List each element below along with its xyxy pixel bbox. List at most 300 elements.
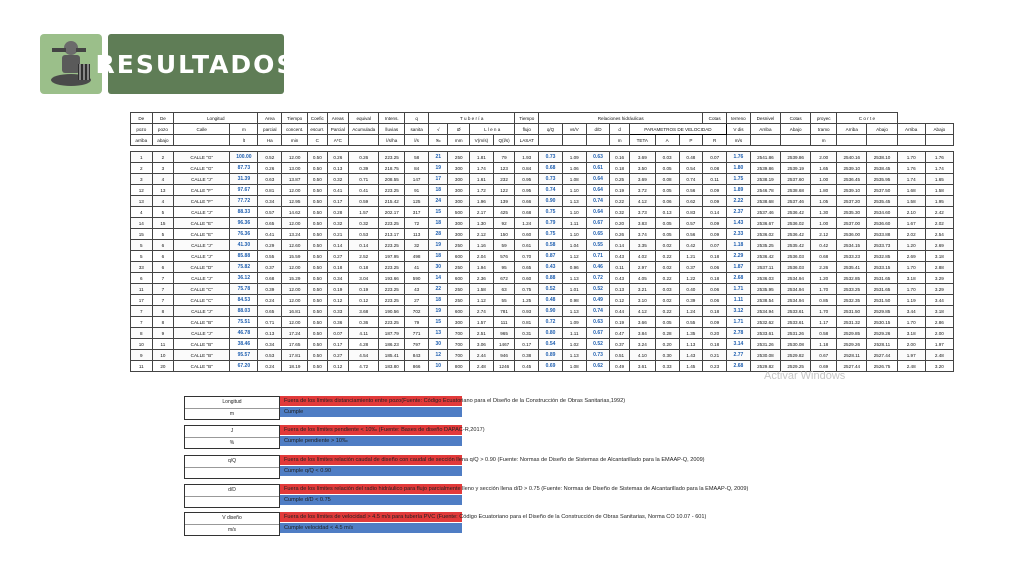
table-cell: 76.36 bbox=[230, 229, 258, 240]
table-cell: 0.50 bbox=[308, 361, 327, 372]
table-cell: 0.33 bbox=[655, 361, 679, 372]
results-table bbox=[130, 112, 954, 372]
table-cell: 300 bbox=[448, 185, 470, 196]
table-cell: 75.78 bbox=[230, 284, 258, 295]
table-cell: 2539.10 bbox=[837, 163, 867, 174]
table-cell: 1.57 bbox=[349, 207, 379, 218]
header-cell: proyec bbox=[811, 113, 837, 124]
table-cell: 0.26 bbox=[258, 163, 282, 174]
header-cell: Tiempo bbox=[282, 113, 308, 124]
table-cell: 95 bbox=[493, 262, 515, 273]
table-cell: 1.72 bbox=[470, 185, 494, 196]
table-cell: 208.55 bbox=[379, 174, 405, 185]
table-cell: 3.04 bbox=[349, 273, 379, 284]
table-cell: 500 bbox=[448, 207, 470, 218]
header-cell: arriba bbox=[131, 135, 153, 146]
table-cell: 1.21 bbox=[679, 251, 703, 262]
header-cell bbox=[539, 135, 563, 146]
legend-key-label: J bbox=[230, 428, 234, 434]
table-cell: 14.62 bbox=[282, 207, 308, 218]
table-cell: 28 bbox=[429, 229, 448, 240]
table-cell: 2534.60 bbox=[867, 207, 897, 218]
table-cell: 0.16 bbox=[610, 152, 629, 163]
table-cell: 2.00 bbox=[897, 339, 925, 350]
header-cell: Parcial bbox=[327, 124, 349, 135]
table-cell: 2535.95 bbox=[750, 284, 780, 295]
table-cell: 2.77 bbox=[727, 350, 751, 361]
table-cell: 0.02 bbox=[655, 240, 679, 251]
table-cell: 2530.08 bbox=[750, 350, 780, 361]
table-cell: 2535.41 bbox=[837, 262, 867, 273]
legend-key-label: V diseño bbox=[222, 515, 242, 521]
header-cell: Desnivel bbox=[750, 113, 780, 124]
header-cell: q/Q bbox=[539, 124, 563, 135]
table-cell: 17 bbox=[429, 174, 448, 185]
table-cell: 0.50 bbox=[308, 284, 327, 295]
header-cell: Longitud bbox=[174, 113, 258, 124]
table-cell: 0.20 bbox=[610, 218, 629, 229]
page-title: RESULTADOS bbox=[95, 49, 297, 79]
header-cell bbox=[349, 135, 379, 146]
header-cell bbox=[586, 135, 610, 146]
table-cell: 0.05 bbox=[655, 218, 679, 229]
table-cell: 0.80 bbox=[539, 328, 563, 339]
table-cell: 0.74 bbox=[539, 185, 563, 196]
table-cell: 3.18 bbox=[897, 273, 925, 284]
table-cell: 0.31 bbox=[515, 328, 539, 339]
table-cell: 1.70 bbox=[811, 306, 837, 317]
table-cell: 2.02 bbox=[897, 229, 925, 240]
table-cell: 1.93 bbox=[515, 152, 539, 163]
header-cell: Abajo bbox=[925, 124, 953, 135]
table-cell: 111 bbox=[493, 317, 515, 328]
table-cell: CALLE "J" bbox=[174, 174, 230, 185]
table-cell: 0.07 bbox=[703, 152, 727, 163]
header-row-2 bbox=[131, 124, 954, 135]
header-cell: TETA bbox=[629, 135, 655, 146]
table-cell: 1.58 bbox=[925, 185, 953, 196]
table-cell: 215.42 bbox=[379, 196, 405, 207]
table-cell: 0.33 bbox=[327, 306, 349, 317]
table-row bbox=[131, 328, 954, 339]
table-cell: 0.54 bbox=[539, 339, 563, 350]
header-cell: vs/V bbox=[562, 124, 586, 135]
table-cell: 0.68 bbox=[515, 207, 539, 218]
header-cell: C bbox=[308, 135, 327, 146]
table-cell: 0.48 bbox=[679, 152, 703, 163]
legend-key-unit: m bbox=[185, 408, 279, 420]
table-cell: 1.67 bbox=[897, 218, 925, 229]
table-cell: 0.50 bbox=[308, 229, 327, 240]
table-cell: 2.00 bbox=[925, 328, 953, 339]
table-cell: 9 bbox=[131, 350, 153, 361]
table-cell: 0.20 bbox=[655, 339, 679, 350]
table-cell: 3.21 bbox=[629, 284, 655, 295]
table-cell: CALLE "J" bbox=[174, 306, 230, 317]
legend-item bbox=[184, 484, 924, 508]
table-cell: 2.12 bbox=[811, 229, 837, 240]
table-cell: 96.36 bbox=[230, 218, 258, 229]
table-cell: 2.48 bbox=[897, 361, 925, 372]
header-cell: V dis bbox=[727, 124, 751, 135]
table-cell: 2537.50 bbox=[867, 185, 897, 196]
table-cell: 0.62 bbox=[586, 361, 610, 372]
table-cell: 2537.20 bbox=[837, 196, 867, 207]
table-cell: 3.14 bbox=[727, 339, 751, 350]
table-cell: 1.00 bbox=[811, 174, 837, 185]
table-cell: 19 bbox=[429, 163, 448, 174]
table-cell: 30 bbox=[429, 262, 448, 273]
table-cell: 866 bbox=[405, 361, 429, 372]
table-cell: 2.17 bbox=[470, 207, 494, 218]
table-cell: 2 bbox=[131, 163, 153, 174]
table-cell: 0.69 bbox=[539, 361, 563, 372]
table-cell: 700 bbox=[448, 328, 470, 339]
table-cell: 0.52 bbox=[258, 152, 282, 163]
table-cell: 2533.25 bbox=[837, 284, 867, 295]
table-cell: 590 bbox=[405, 273, 429, 284]
table-cell: 843 bbox=[405, 350, 429, 361]
table-cell: 0.53 bbox=[258, 350, 282, 361]
table-cell: 13 bbox=[429, 328, 448, 339]
table-cell: 2.88 bbox=[925, 262, 953, 273]
header-cell: abajo bbox=[152, 135, 174, 146]
table-cell: 0.32 bbox=[349, 218, 379, 229]
table-cell: 0.51 bbox=[610, 350, 629, 361]
table-cell: 15.59 bbox=[282, 251, 308, 262]
header-cell: min bbox=[282, 135, 308, 146]
table-cell: 12.95 bbox=[282, 196, 308, 207]
table-cell: 13.87 bbox=[282, 174, 308, 185]
header-cell: Relaciones hidráulicas bbox=[539, 113, 703, 124]
header-cell: Ø bbox=[448, 124, 470, 135]
table-cell: CALLE "B" bbox=[174, 350, 230, 361]
table-cell: 32 bbox=[405, 240, 429, 251]
table-cell: 0.60 bbox=[515, 273, 539, 284]
table-cell: 31.39 bbox=[230, 174, 258, 185]
table-cell: CALLE "F" bbox=[174, 196, 230, 207]
table-cell: 5 bbox=[152, 229, 174, 240]
table-cell: 0.14 bbox=[610, 240, 629, 251]
table-cell: 0.65 bbox=[258, 306, 282, 317]
table-cell: 0.13 bbox=[655, 207, 679, 218]
table-cell: 0.63 bbox=[258, 174, 282, 185]
table-cell: 0.30 bbox=[655, 350, 679, 361]
table-cell: 0.11 bbox=[610, 262, 629, 273]
table-cell: 0.22 bbox=[655, 273, 679, 284]
table-cell: 300 bbox=[448, 163, 470, 174]
table-cell: 1.71 bbox=[727, 284, 751, 295]
table-cell: 0.93 bbox=[515, 306, 539, 317]
table-cell: 14 bbox=[429, 273, 448, 284]
table-cell: 3.44 bbox=[925, 295, 953, 306]
table-cell: 2539.86 bbox=[781, 152, 811, 163]
table-cell: 2540.16 bbox=[837, 152, 867, 163]
table-cell: 3.72 bbox=[629, 185, 655, 196]
table-cell: 12.00 bbox=[282, 185, 308, 196]
table-cell: 2531.32 bbox=[837, 317, 867, 328]
legend-fail-text: Fuera de los límites relación caudal de diseño con caudal de sección llena q/Q > 0.90 (Fuente: Normas de Diseño de Sistemas de Alcantarillado para la EMAAP-Q, 2009) bbox=[284, 457, 705, 463]
table-cell: 1.80 bbox=[811, 185, 837, 196]
table-cell: 1.65 bbox=[925, 174, 953, 185]
table-cell: 2529.82 bbox=[750, 361, 780, 372]
table-cell: 0.65 bbox=[515, 262, 539, 273]
table-cell: CALLE "B" bbox=[174, 361, 230, 372]
header-cell: Arriba bbox=[837, 124, 867, 135]
table-cell: 1.18 bbox=[727, 240, 751, 251]
header-cell: lt bbox=[230, 135, 258, 146]
table-cell: 3.35 bbox=[629, 240, 655, 251]
table-cell: 0.12 bbox=[327, 295, 349, 306]
table-cell: 1.08 bbox=[562, 174, 586, 185]
table-cell: 2529.82 bbox=[781, 350, 811, 361]
header-cell: d bbox=[610, 124, 629, 135]
table-cell: 0.61 bbox=[515, 240, 539, 251]
table-cell: 1.10 bbox=[562, 207, 586, 218]
table-cell: 2531.26 bbox=[750, 339, 780, 350]
table-cell: 5 bbox=[131, 240, 153, 251]
table-cell: 2535.25 bbox=[750, 240, 780, 251]
table-cell: 2538.10 bbox=[867, 152, 897, 163]
table-cell: 1.00 bbox=[811, 218, 837, 229]
table-cell: 0.41 bbox=[327, 185, 349, 196]
table-cell: 2.37 bbox=[727, 207, 751, 218]
table-cell: 1.22 bbox=[679, 273, 703, 284]
table-cell: 0.70 bbox=[515, 251, 539, 262]
table-cell: 0.98 bbox=[562, 295, 586, 306]
legend-pass-text: Cumple bbox=[284, 409, 304, 415]
table-cell: 2538.54 bbox=[750, 295, 780, 306]
table-cell: 4.72 bbox=[349, 361, 379, 372]
table-cell: 0.58 bbox=[811, 328, 837, 339]
legend-item bbox=[184, 455, 924, 479]
table-cell: 2533.73 bbox=[867, 240, 897, 251]
table-row bbox=[131, 295, 954, 306]
table-cell: 13 bbox=[152, 185, 174, 196]
table-cell: 1.13 bbox=[562, 196, 586, 207]
header-cell bbox=[925, 135, 953, 146]
legend-key-label: q/Q bbox=[227, 458, 237, 464]
table-cell: 13.24 bbox=[282, 229, 308, 240]
table-cell: 0.12 bbox=[327, 361, 349, 372]
table-cell: CALLE "G" bbox=[174, 163, 230, 174]
table-cell: 223.25 bbox=[379, 218, 405, 229]
table-cell: 18.19 bbox=[282, 361, 308, 372]
table-cell: 2.69 bbox=[925, 240, 953, 251]
table-cell: 2534.94 bbox=[750, 306, 780, 317]
table-cell: CALLE "J" bbox=[174, 207, 230, 218]
table-cell: 4.28 bbox=[349, 339, 379, 350]
table-cell: 0.18 bbox=[703, 251, 727, 262]
table-cell: 0.57 bbox=[258, 207, 282, 218]
table-cell: 3.74 bbox=[629, 229, 655, 240]
table-row bbox=[131, 339, 954, 350]
table-cell: 2.10 bbox=[897, 207, 925, 218]
table-cell: 232 bbox=[493, 174, 515, 185]
table-cell: 2536.02 bbox=[750, 229, 780, 240]
table-cell: 0.50 bbox=[308, 218, 327, 229]
table-cell: CALLE "B" bbox=[174, 339, 230, 350]
table-cell: 2546.78 bbox=[750, 185, 780, 196]
table-cell: 3.73 bbox=[629, 207, 655, 218]
table-cell: 2533.61 bbox=[750, 328, 780, 339]
header-cell: m/s bbox=[727, 135, 751, 146]
table-cell: 1.70 bbox=[897, 262, 925, 273]
table-cell: 11 bbox=[131, 284, 153, 295]
table-cell: 0.50 bbox=[308, 339, 327, 350]
table-cell: 0.56 bbox=[679, 229, 703, 240]
table-cell: 4.02 bbox=[629, 251, 655, 262]
table-cell: 0.19 bbox=[610, 185, 629, 196]
table-cell: 2.54 bbox=[925, 229, 953, 240]
table-cell: 250 bbox=[448, 152, 470, 163]
table-cell: 1.01 bbox=[562, 284, 586, 295]
table-row bbox=[131, 185, 954, 196]
legend-item bbox=[184, 425, 924, 449]
table-cell: 0.40 bbox=[679, 284, 703, 295]
table-cell: 600 bbox=[448, 306, 470, 317]
table-cell: 2527.44 bbox=[837, 361, 867, 372]
table-cell: 3.29 bbox=[925, 284, 953, 295]
table-cell: 2536.45 bbox=[837, 174, 867, 185]
header-cell: Ha bbox=[258, 135, 282, 146]
table-cell: 0.07 bbox=[327, 328, 349, 339]
table-cell: 600 bbox=[448, 273, 470, 284]
table-cell: 0.23 bbox=[703, 361, 727, 372]
table-cell: 0.53 bbox=[349, 229, 379, 240]
table-cell: 3.12 bbox=[727, 306, 751, 317]
table-cell: 0.37 bbox=[258, 262, 282, 273]
table-cell: 0.44 bbox=[610, 306, 629, 317]
table-cell: 0.50 bbox=[308, 262, 327, 273]
table-cell: 0.52 bbox=[539, 284, 563, 295]
legend-fail-text: Fuera de los límites distanciamiento entre pozo(Fuente: Código Ecuatoriano para el Diseño de la Construcción de Obras Sanitarias,1992) bbox=[284, 398, 626, 404]
table-cell: 2 bbox=[152, 152, 174, 163]
table-cell: 125 bbox=[405, 196, 429, 207]
legend-key-box bbox=[184, 512, 280, 536]
table-cell: 2537.60 bbox=[781, 174, 811, 185]
table-cell: 1.74 bbox=[925, 163, 953, 174]
table-cell: 1.24 bbox=[515, 218, 539, 229]
table-cell: 12.00 bbox=[282, 295, 308, 306]
table-cell: 2530.15 bbox=[867, 317, 897, 328]
header-cell: T u b e r í a bbox=[429, 113, 515, 124]
table-cell: 0.06 bbox=[703, 262, 727, 273]
table-cell: 2541.86 bbox=[750, 152, 780, 163]
legend-key-unit bbox=[185, 496, 279, 508]
table-cell: 0.68 bbox=[811, 251, 837, 262]
table-cell: 2532.62 bbox=[750, 317, 780, 328]
table-cell: 0.19 bbox=[349, 284, 379, 295]
table-cell: 250 bbox=[448, 284, 470, 295]
table-cell: 193.66 bbox=[379, 273, 405, 284]
table-cell: 218.75 bbox=[379, 163, 405, 174]
table-cell: 0.02 bbox=[655, 262, 679, 273]
header-cell: m bbox=[230, 124, 258, 135]
table-cell: 1467 bbox=[493, 339, 515, 350]
table-cell: 2.22 bbox=[727, 196, 751, 207]
table-cell: 0.50 bbox=[308, 251, 327, 262]
table-cell: 12.60 bbox=[282, 240, 308, 251]
table-cell: 1.76 bbox=[727, 152, 751, 163]
table-cell: 0.26 bbox=[349, 152, 379, 163]
header-cell bbox=[781, 135, 811, 146]
table-cell: 17.65 bbox=[282, 339, 308, 350]
table-cell: 0.34 bbox=[258, 339, 282, 350]
table-cell: 0.19 bbox=[610, 317, 629, 328]
table-cell: 1.20 bbox=[897, 240, 925, 251]
table-cell: 2538.45 bbox=[867, 163, 897, 174]
table-cell: 0.22 bbox=[610, 196, 629, 207]
legend-key-unit: m/s bbox=[185, 524, 279, 536]
header-cell: Arriba bbox=[750, 124, 780, 135]
table-cell: 0.74 bbox=[586, 196, 610, 207]
table-cell: 0.67 bbox=[586, 218, 610, 229]
table-cell: 2534.15 bbox=[837, 240, 867, 251]
table-cell: 4 bbox=[131, 207, 153, 218]
legend-pass-text: Cumple d/D < 0.75 bbox=[284, 497, 331, 503]
table-cell: 2536.03 bbox=[781, 251, 811, 262]
table-cell: 0.36 bbox=[349, 317, 379, 328]
table-cell: 0.48 bbox=[539, 295, 563, 306]
table-cell: CALLE "C" bbox=[174, 295, 230, 306]
table-cell: CALLE "J" bbox=[174, 273, 230, 284]
table-cell: 2538.68 bbox=[750, 196, 780, 207]
table-cell: 0.50 bbox=[308, 306, 327, 317]
table-cell: 0.89 bbox=[539, 350, 563, 361]
table-cell: 0.42 bbox=[679, 240, 703, 251]
table-cell: 0.88 bbox=[539, 273, 563, 284]
table-cell: 0.06 bbox=[655, 196, 679, 207]
table-cell: 3.83 bbox=[629, 218, 655, 229]
table-cell: 24 bbox=[429, 196, 448, 207]
table-cell: 27 bbox=[405, 295, 429, 306]
header-cell: Coefic bbox=[308, 113, 327, 124]
table-cell: 0.17 bbox=[327, 196, 349, 207]
table-cell: 1.81 bbox=[470, 152, 494, 163]
table-cell: 0.47 bbox=[610, 328, 629, 339]
table-cell: 12.00 bbox=[282, 317, 308, 328]
table-cell: 7 bbox=[152, 284, 174, 295]
header-cell: Intens. bbox=[379, 113, 405, 124]
table-cell: 1.45 bbox=[679, 361, 703, 372]
table-cell: 3.18 bbox=[925, 251, 953, 262]
header-cell: A bbox=[655, 135, 679, 146]
table-cell: 0.05 bbox=[655, 185, 679, 196]
table-cell: CALLE "E" bbox=[174, 218, 230, 229]
table-cell: 0.50 bbox=[308, 196, 327, 207]
table-cell: 4.54 bbox=[349, 350, 379, 361]
header-cell: q bbox=[405, 113, 429, 124]
table-cell: 1.05 bbox=[811, 196, 837, 207]
table-cell: 250 bbox=[448, 262, 470, 273]
table-cell: 4.10 bbox=[629, 350, 655, 361]
header-cell bbox=[750, 135, 780, 146]
table-cell: 2.33 bbox=[727, 229, 751, 240]
table-cell: 17.81 bbox=[282, 350, 308, 361]
header-cell: terreno bbox=[727, 113, 751, 124]
table-cell: 0.95 bbox=[515, 185, 539, 196]
table-cell: 0.37 bbox=[610, 339, 629, 350]
legend-key-box bbox=[184, 396, 280, 420]
table-cell: 1.19 bbox=[897, 295, 925, 306]
table-cell: 2.00 bbox=[811, 152, 837, 163]
table-cell: 0.57 bbox=[679, 218, 703, 229]
table-cell: 3.18 bbox=[897, 328, 925, 339]
legend-pass-text: Cumple pendiente > 10‰ bbox=[284, 438, 348, 444]
table-cell: 0.81 bbox=[258, 185, 282, 196]
header-cell: Abajo bbox=[781, 124, 811, 135]
